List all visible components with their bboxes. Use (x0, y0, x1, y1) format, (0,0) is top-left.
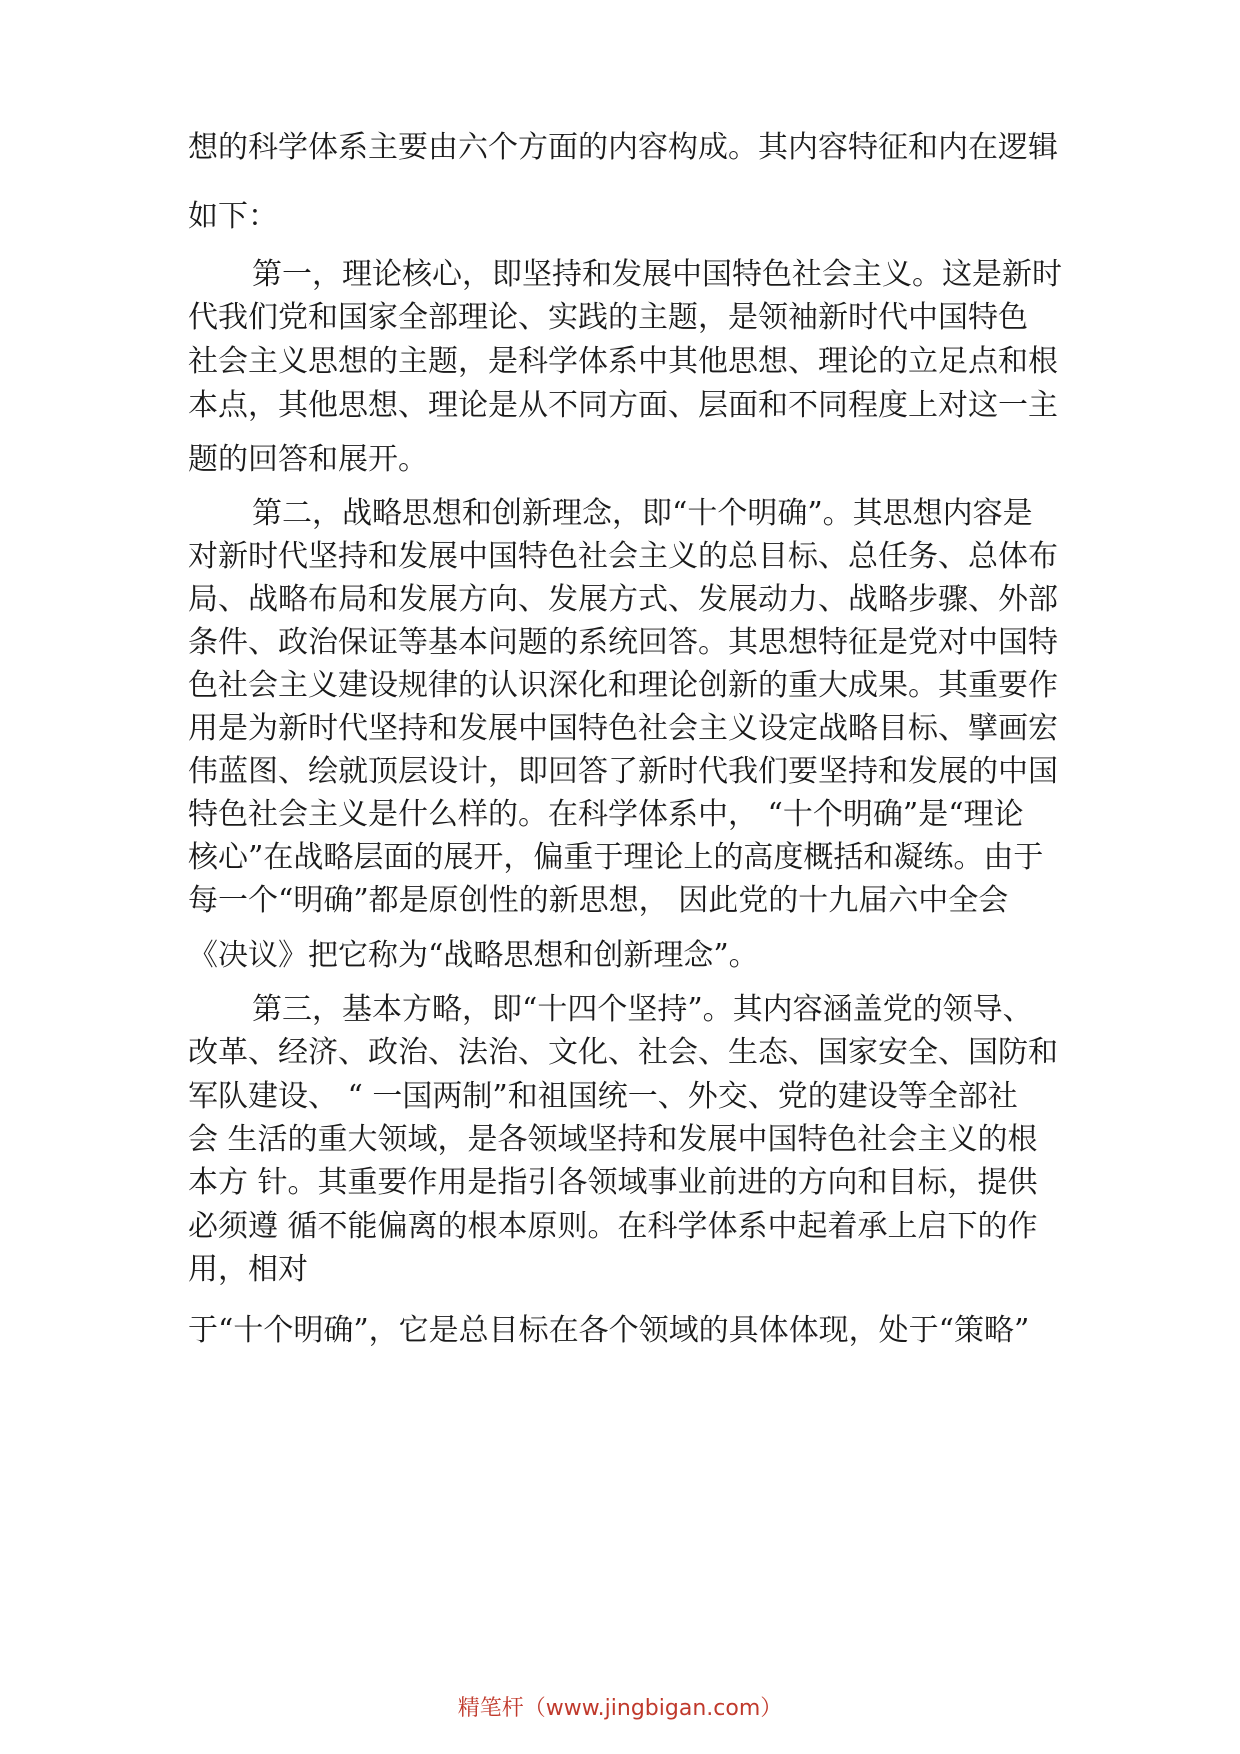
text-line: 改革、经济、政治、法治、文化、社会、生态、国家安全、国防和 (188, 1035, 1058, 1070)
text-line: 军队建设、 “ 一国两制”和祖国统一、外交、党的建设等全部社 (188, 1079, 1018, 1114)
text-line: 用，相对 (188, 1252, 308, 1287)
text-line: 用是为新时代坚持和发展中国特色社会主义设定战略目标、擘画宏 (188, 711, 1058, 746)
text-line: 《决议》把它称为“战略思想和创新理念”。 (188, 938, 759, 973)
text-line: 局、战略布局和发展方向、发展方式、发展动力、战略步骤、外部 (188, 582, 1058, 617)
text-line: 伟蓝图、绘就顶层设计，即回答了新时代我们要坚持和发展的中国 (188, 754, 1058, 789)
paragraph-start: 第三，基本方略，即“十四个坚持”。其内容涵盖党的领导、 (252, 992, 1033, 1027)
text-line: 本点，其他思想、理论是从不同方面、层面和不同程度上对这一主 (188, 388, 1058, 423)
text-line: 色社会主义建设规律的认识深化和理论创新的重大成果。其重要作 (188, 668, 1058, 703)
text-line: 每一个“明确”都是原创性的新思想， 因此党的十九届六中全会 (188, 883, 1009, 918)
text-line: 条件、政治保证等基本问题的系统回答。其思想特征是党对中国特 (188, 625, 1058, 660)
footer-watermark: 精笔杆（www.jingbigan.com） (457, 1696, 783, 1721)
paragraph-start: 第二，战略思想和创新理念，即“十个明确”。其思想内容是 (252, 496, 1033, 531)
text-line: 于“十个明确”，它是总目标在各个领域的具体体现，处于“策略” (188, 1313, 1030, 1348)
text-line: 社会主义思想的主题，是科学体系中其他思想、理论的立足点和根 (188, 344, 1058, 379)
text-line: 必须遵 循不能偏离的根本原则。在科学体系中起着承上启下的作 (188, 1209, 1038, 1244)
text-line: 对新时代坚持和发展中国特色社会主义的总目标、总任务、总体布 (188, 539, 1058, 574)
text-line: 代我们党和国家全部理论、实践的主题，是领袖新时代中国特色 (188, 300, 1028, 335)
text-line: 核心”在战略层面的展开，偏重于理论上的高度概括和凝练。由于 (188, 840, 1044, 875)
text-line: 特色社会主义是什么样的。在科学体系中， “十个明确”是“理论 (188, 797, 1024, 832)
text-line: 如下： (188, 199, 278, 234)
paragraph-start: 第一，理论核心，即坚持和发展中国特色社会主义。这是新时 (252, 257, 1062, 292)
text-line: 想的科学体系主要由六个方面的内容构成。其内容特征和内在逻辑 (188, 130, 1058, 165)
text-line: 会 生活的重大领域，是各领域坚持和发展中国特色社会主义的根 (188, 1122, 1038, 1157)
text-line: 题的回答和展开。 (188, 442, 428, 477)
text-line: 本方 针。其重要作用是指引各领域事业前进的方向和目标，提供 (188, 1165, 1038, 1200)
